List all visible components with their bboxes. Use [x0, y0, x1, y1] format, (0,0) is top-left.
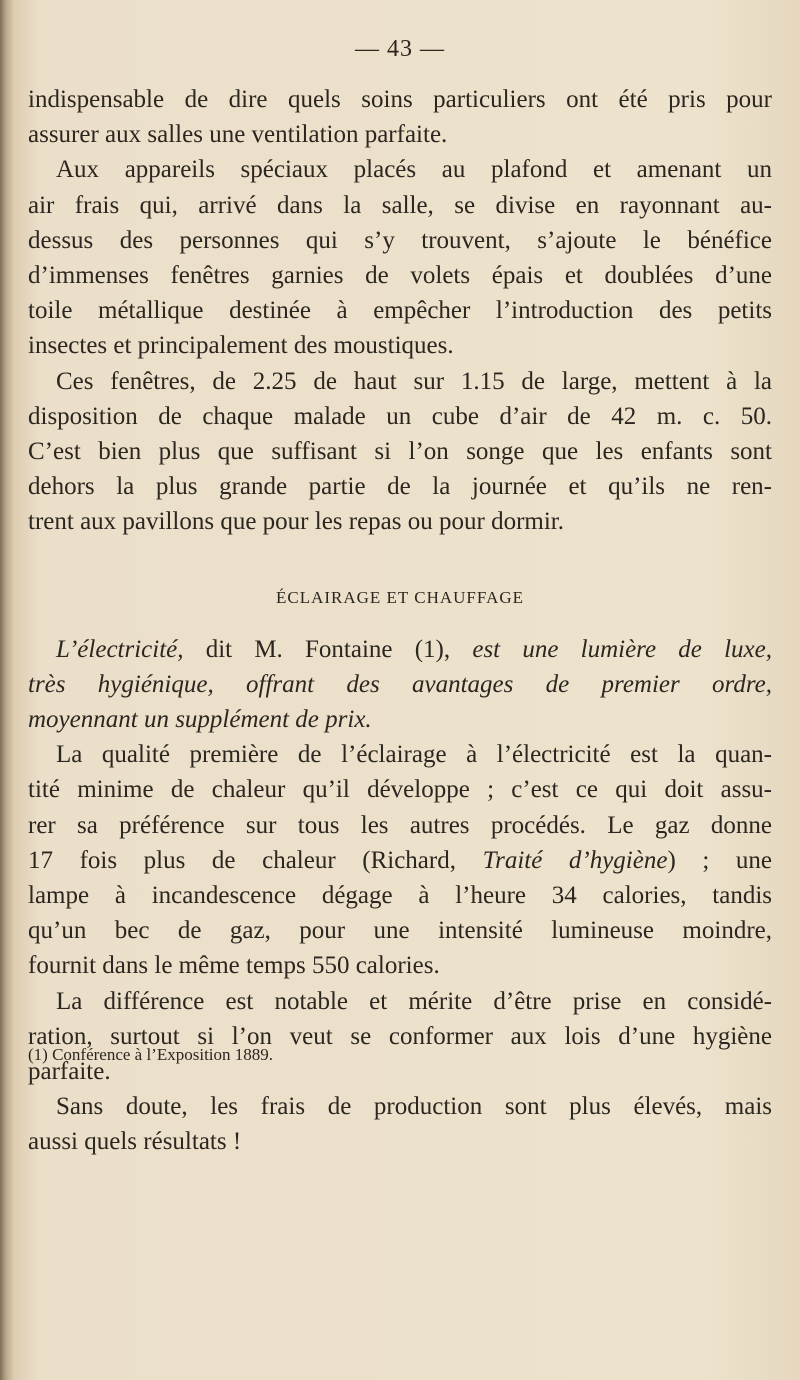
paragraph-1 — [28, 82, 772, 152]
text-line: Aux appareils spéciaux placés au plafond et amenant un — [56, 156, 772, 184]
roman-text: 17 fois plus de chaleur (Richard, — [28, 846, 483, 874]
text-line: indispensable de dire quels soins particuliers ont été pris pour — [28, 86, 772, 113]
paragraph-3 — [28, 364, 772, 540]
paragraph-5 — [28, 737, 772, 983]
text-line: disposition de chaque malade un cube d’air de 42 m. c. 50. — [28, 402, 772, 430]
text-line: tité minime de chaleur qu’il développe ; c’est ce qui doit assu- — [28, 776, 772, 804]
text-line: Ces fenêtres, de 2.25 de haut sur 1.15 de large, mettent à la — [56, 367, 772, 395]
text-line — [28, 632, 772, 667]
paragraph-6 — [28, 984, 772, 1090]
text-line — [28, 843, 772, 878]
text-line: très hygiénique, offrant des avantages de premier ordre, — [28, 670, 772, 698]
text-line: dessus des personnes qui s’y trouvent, s’ajoute le bénéfice — [28, 226, 772, 254]
text-line: ration, surtout si l’on veut se conformer aux lois d’une hygiène — [28, 1022, 772, 1050]
text-line: trent aux pavillons que pour les repas ou pour dormir. — [28, 508, 564, 536]
roman-text: dit M. Fontaine (1), — [183, 635, 473, 663]
text-line: moyennant un supplément de prix. — [28, 706, 372, 734]
text-line: Sans doute, les frais de production sont plus élevés, mais — [56, 1093, 772, 1121]
footnote: (1) Conférence à l’Exposition 1889. — [28, 1045, 274, 1064]
page-number: — 43 — — [355, 36, 445, 62]
text-line: rer sa préférence sur tous les autres procédés. Le gaz donne — [28, 811, 772, 839]
section-heading: ÉCLAIRAGE ET CHAUFFAGE — [275, 587, 525, 607]
text-line: La différence est notable et mérite d’être prise en considé- — [56, 987, 772, 1015]
text-line: lampe à incandescence dégage à l’heure 34 calories, tandis — [28, 882, 772, 910]
italic-text: Traité d’hygiène — [482, 846, 668, 874]
text-line: assurer aux salles une ventilation parfaite. — [28, 121, 448, 149]
paragraph-2 — [28, 152, 772, 363]
italic-text: est une lumière de luxe, — [472, 635, 772, 663]
text-line: C’est bien plus que suffisant si l’on songe que les enfants sont — [28, 438, 772, 466]
paragraph-7 — [28, 1089, 772, 1159]
text-line: qu’un bec de gaz, pour une intensité lumineuse moindre, — [28, 917, 772, 945]
roman-text: ) ; une — [667, 846, 772, 874]
text-line: toile métallique destinée à empêcher l’introduction des petits — [28, 297, 772, 325]
text-line: air frais qui, arrivé dans la salle, se divise en rayonnant au- — [28, 191, 772, 219]
paragraph-4 — [28, 632, 772, 738]
text-line: dehors la plus grande partie de la journée et qu’ils ne ren- — [28, 473, 772, 501]
text-line: aussi quels résultats ! — [28, 1128, 242, 1156]
body-text — [28, 82, 772, 1160]
text-line: parfaite. — [28, 1058, 111, 1086]
text-line: fournit dans le même temps 550 calories. — [28, 952, 440, 980]
italic-text: L’électricité, — [56, 635, 184, 663]
text-line: insectes et principalement des moustiques. — [28, 332, 454, 360]
text-line: La qualité première de l’éclairage à l’électricité est la quan- — [56, 741, 772, 769]
text-line: d’immenses fenêtres garnies de volets épais et doublées d’une — [28, 262, 772, 290]
